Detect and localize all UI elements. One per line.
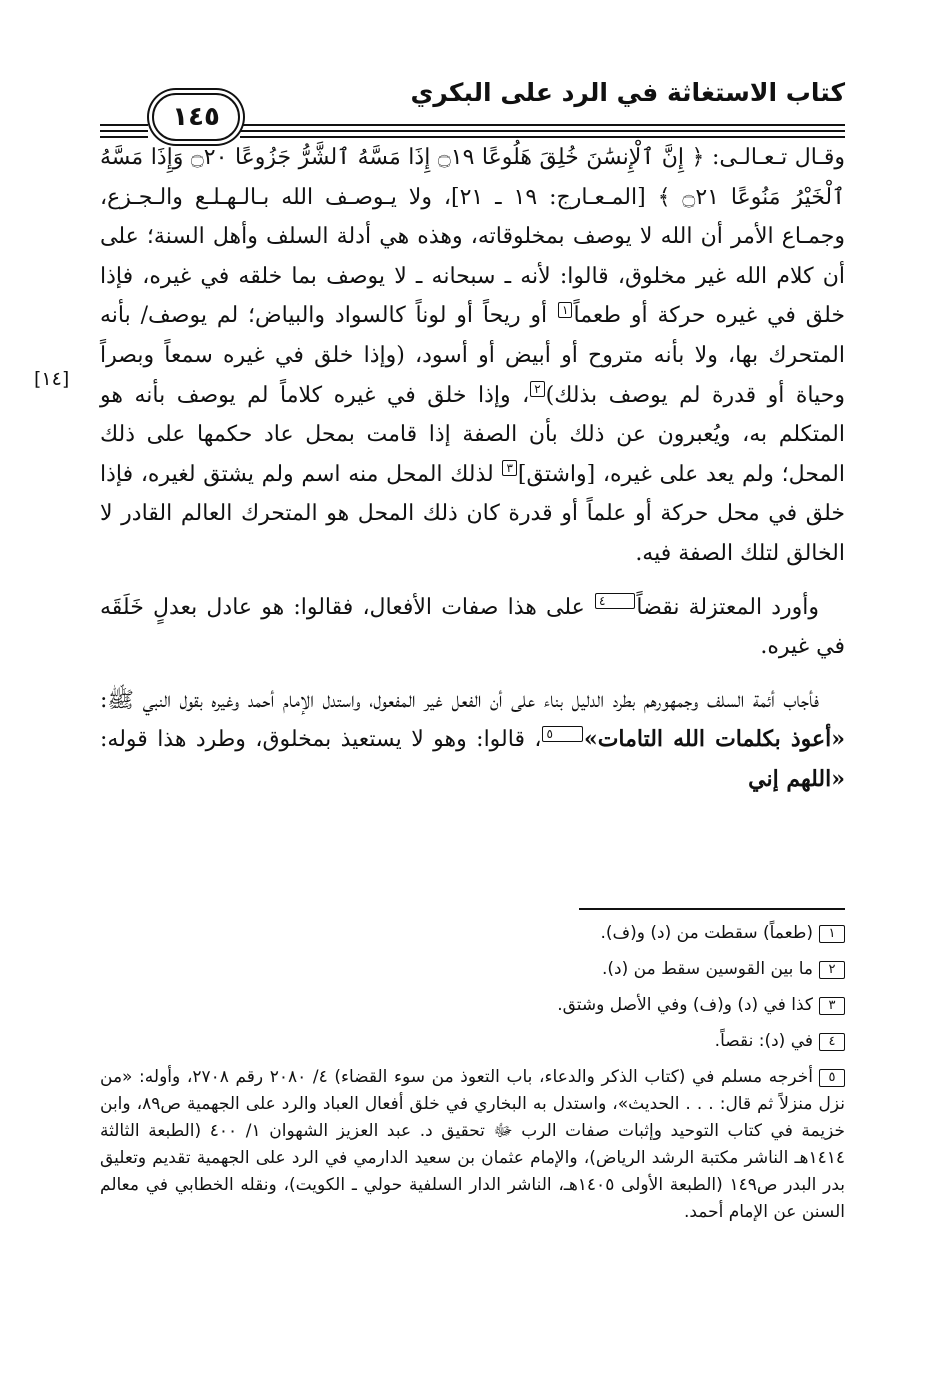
footnote-text: أخرجه مسلم في (كتاب الذكر والدعاء، باب التعوذ من سوء القضاء) ٤/ ٢٠٨٠ رقم ٢٧٠٨، وأوله: «من نزل منزلاً ثم قال: . . . الحديث»، واستدل به البخاري في خلق أفعال العباد والرد على الجهمية ص٨٩، وابن خزيمة في كتاب التوحيد وإثبات صفات الرب ﷻ تحقيق د. عبد العزيز الشهوان ١/ ٤٠٠ (الطبعة الثالثة ١٤١٤هـ الناشر مكتبة الرشد الرياض)، والإمام عثمان بن سعيد الدارمي في الرد على الجهمية تقديم وتعليق بدر البدر ص١٤٩ (الطبعة الأولى ١٤٠٥هـ، الناشر الدار السلفية حولي ـ الكويت)، ونقله الخطابي في معالم السنن عن الإمام أحمد. <box>100 1067 845 1222</box>
text-run: وقـال تـعـالـى: ﴿ إِنَّ ٱلْإِنسَٰنَ خُلِقَ هَلُوعًا ۝١٩ إِذَا مَسَّهُ ٱلشَّرُّ جَزُوعًا ۝٢٠ وَإِذَا مَسَّهُ ٱلْخَيْرُ مَنُوعًا ۝٢١ ﴾ [المـعـارج: ١٩ ـ ٢١]، ولا يـوصـف الله بـالـهـلـع والـجـزع، وجمـاع الأمر أن الله لا يوصف بمخلوقاته، وهذه هي أدلة السلف وأهل السنة؛ على أن كلام الله غير مخلوق، قالوا: لأنه ـ سبحانه ـ لا يوصف بما خلقه في غيره، فإذا خلق في غيره حركة أو طعماً <box>100 145 846 329</box>
footnote <box>100 1064 845 1226</box>
footnote-number: ٤ <box>819 1033 845 1051</box>
footnote-marker[interactable]: ٥ <box>542 726 582 742</box>
hadith-quote: «اللهم إني <box>748 765 845 792</box>
book-title: كتاب الاستغاثة في الرد على البكري <box>410 78 845 107</box>
footnote-text: ما بين القوسين سقط من (د). <box>602 959 813 979</box>
header-rule <box>100 130 148 132</box>
footnote-number: ٣ <box>819 997 845 1015</box>
footnote <box>100 992 845 1019</box>
footnote <box>100 920 845 947</box>
footnote-number: ١ <box>819 925 845 943</box>
footnote-number: ٥ <box>819 1069 845 1087</box>
footnotes <box>100 920 845 1235</box>
footnote-marker[interactable]: ١ <box>558 302 572 318</box>
text-run: لذلك المحل منه اسم ولم يشتق لغيره، فإذا خلق في محل حركة أو علماً أو قدرة كان ذلك المحل هو المتحرك العالم القادر لا الخالق لتلك الصفة فيه. <box>100 461 845 566</box>
footnote-text: في (د): نقصاً. <box>714 1031 813 1051</box>
paragraph <box>100 681 845 800</box>
manuscript-page-ref: [١٤] <box>34 368 70 390</box>
header-rule <box>240 130 845 132</box>
hadith-quote: «أعوذ بكلمات الله التامات» <box>583 726 845 753</box>
footnote <box>100 1028 845 1055</box>
header-rule <box>240 124 845 126</box>
footnote <box>100 956 845 983</box>
header-rule <box>100 124 148 126</box>
paragraph <box>100 138 845 574</box>
footnote-number: ٢ <box>819 961 845 979</box>
page-number-badge <box>152 93 240 141</box>
page-number: ١٤٥ <box>172 102 220 132</box>
text-run: ، قالوا: وهو لا يستعيذ بمخلوق، وطرد هذا قوله: <box>100 727 542 753</box>
footnote-separator <box>579 908 845 910</box>
text-run: على هذا صفات الأفعال، فقالوا: هو عادل بعدلٍ خَلَقَه في غيره. <box>100 594 845 660</box>
text-run: أو ريحاً أو لوناً كالسواد والبياض؛ لم يوصف/ بأنه المتحرك بها، ولا بأنه متروح أو أبيض أو أسود، (وإذا خلق في غيره سمعاً وبصراً وحياة أو قدرة لم يوصف بذلك) <box>100 303 845 408</box>
footnote-marker[interactable]: ٤ <box>595 593 635 609</box>
footnote-text: كذا في (د) و(ف) وفي الأصل وشتق. <box>557 995 813 1015</box>
page-header <box>100 78 845 138</box>
text-run: ، وإذا خلق في غيره كلاماً لم يوصف بأنه هو المتكلم به، ويُعبرون عن ذلك بأن الصفة إذا قامت بمحل عاد حكمها على ذلك المحل؛ ولم يعد على غيره، [واشتق] <box>100 382 845 487</box>
footnote-marker[interactable]: ٣ <box>502 460 516 476</box>
text-run: فأجاب أئمة السلف وجمهورهم بطرد الدليل بناء على أن الفعل غير المفعول، واستدل الإمام أحمد وغيره بقول النبي ﷺ: <box>100 687 819 713</box>
footnote-text: (طعماً) سقطت من (د) و(ف). <box>600 923 813 943</box>
text-run: وأورد المعتزلة نقضاً <box>636 594 820 620</box>
paragraph <box>100 588 845 667</box>
main-text <box>100 138 845 800</box>
footnote-marker[interactable]: ٢ <box>530 381 544 397</box>
